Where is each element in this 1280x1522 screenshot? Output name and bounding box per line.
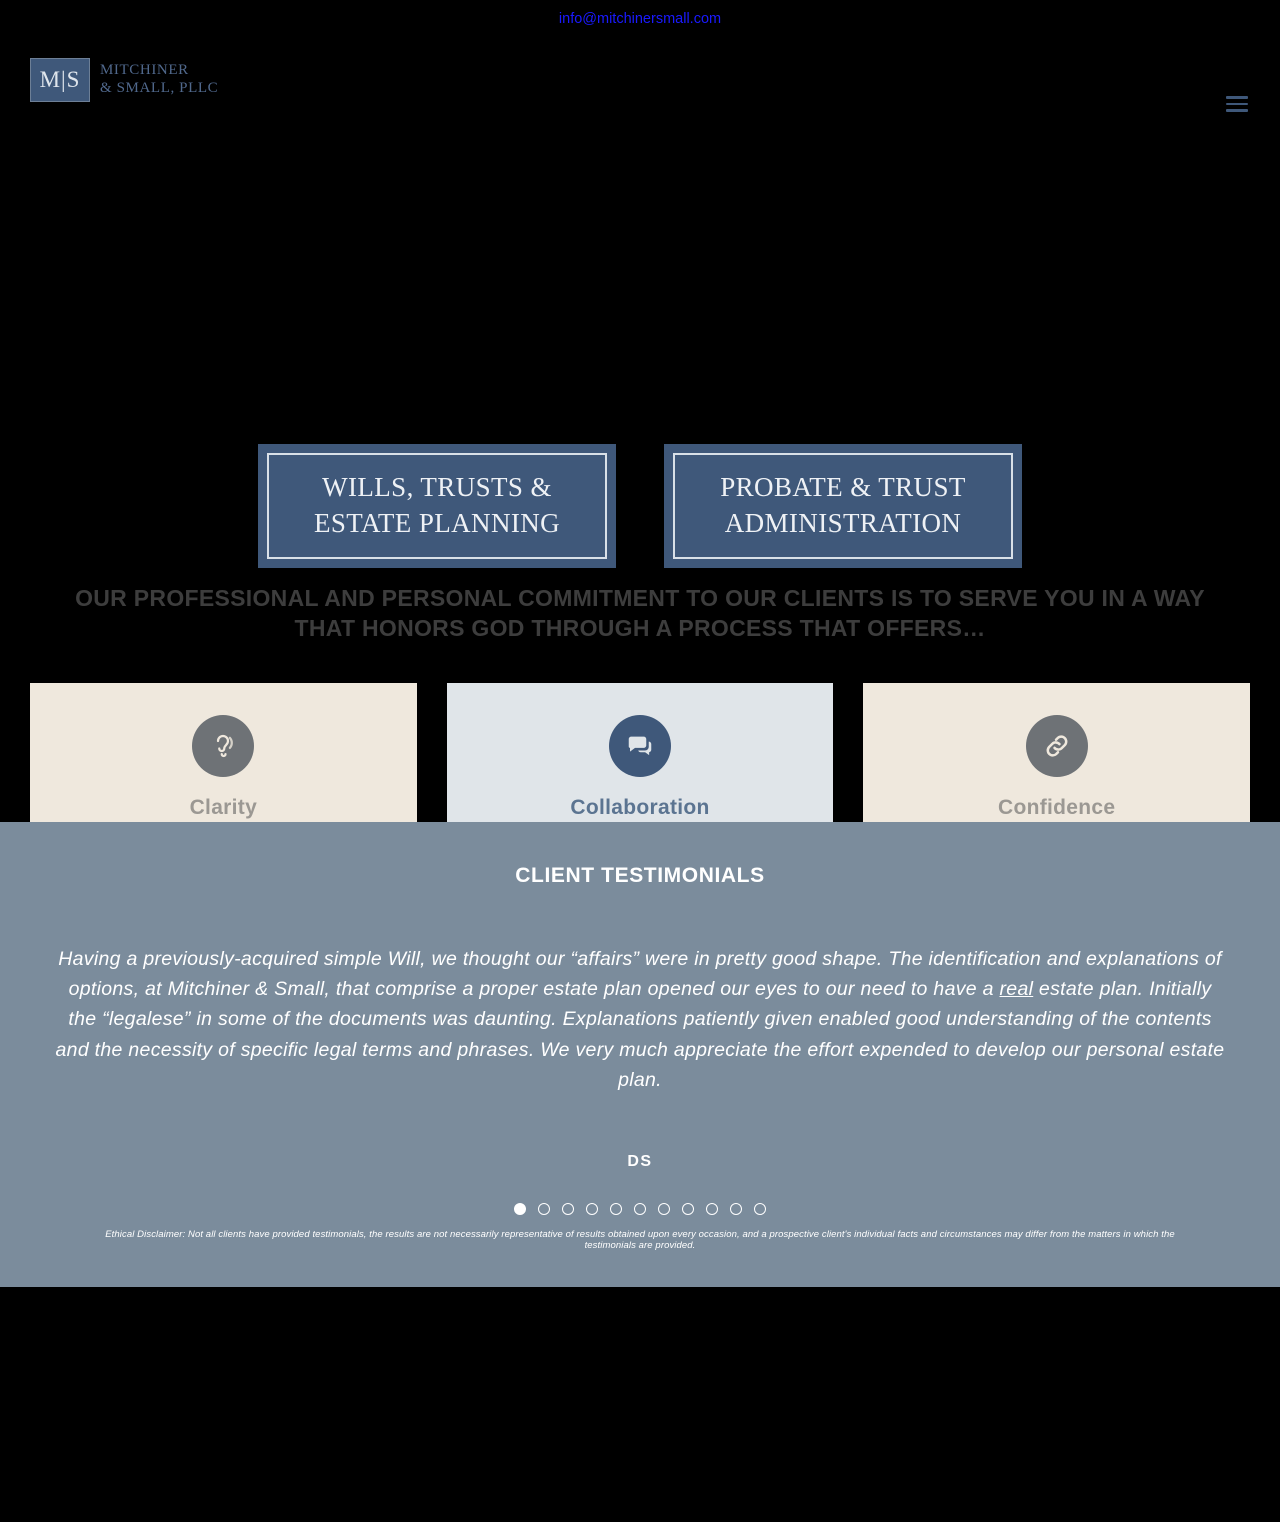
logo-monogram: M|S	[30, 58, 90, 102]
testimonial-author: DS	[627, 1153, 653, 1171]
practice-area-badge-inner	[673, 453, 1013, 559]
testimonials-heading: CLIENT TESTIMONIALS	[515, 864, 765, 887]
hamburger-bar	[1226, 109, 1248, 112]
top-contact-bar	[0, 0, 1280, 38]
testimonial-pagination-dots[interactable]	[0, 1203, 1280, 1215]
footer-area	[0, 1287, 1280, 1522]
hamburger-bar	[1226, 96, 1248, 99]
logo-wordmark-line2: & SMALL, PLLC	[100, 80, 219, 96]
ear-listening-icon	[192, 715, 254, 777]
quote-text-part-1: Having a previously-acquired simple Will, we thought our “affairs” were in pretty good shape. The identification and explanations of options, at Mitchiner & Small, that comprise a proper estate plan opened our eyes to our need to have a	[58, 948, 1222, 1001]
testimonial-dot[interactable]	[754, 1203, 766, 1215]
practice-area-badge-wills[interactable]	[258, 444, 616, 568]
logo-wordmark	[100, 62, 218, 97]
testimonial-dot[interactable]	[538, 1203, 550, 1215]
site-logo[interactable]	[30, 58, 218, 102]
testimonial-dot[interactable]	[730, 1203, 742, 1215]
testimonials-section	[0, 822, 1280, 1287]
testimonial-dot[interactable]	[610, 1203, 622, 1215]
commitment-statement: OUR PROFESSIONAL AND PERSONAL COMMITMENT TO OUR CLIENTS IS TO SERVE YOU IN A WAY THAT HONORS GOD THROUGH A PROCESS THAT OFFERS…	[75, 585, 1205, 641]
testimonial-dot[interactable]	[658, 1203, 670, 1215]
chat-bubbles-icon	[609, 715, 671, 777]
practice-area-badge-inner	[267, 453, 607, 559]
value-card-title: Collaboration	[570, 796, 710, 819]
testimonial-dot[interactable]	[514, 1203, 526, 1215]
quote-text-part-2: estate plan. Initially the “legalese” in some of the documents was daunting. Explanations patiently given enabled good understanding of the contents and the necessity of specific legal terms and phrases. We very much appreciate the effort expended to develop our personal estate plan.	[55, 978, 1225, 1091]
quote-emphasis: real	[999, 978, 1034, 1001]
testimonial-dot[interactable]	[634, 1203, 646, 1215]
badge-line-2: ADMINISTRATION	[724, 508, 962, 538]
hero-section	[0, 122, 1280, 822]
link-chain-icon	[1026, 715, 1088, 777]
testimonial-dot[interactable]	[586, 1203, 598, 1215]
logo-wordmark-line1: MITCHINER	[100, 62, 189, 79]
practice-area-badge-probate[interactable]	[664, 444, 1022, 568]
badge-line-2: ESTATE PLANNING	[313, 508, 561, 538]
value-card-title: Clarity	[189, 796, 258, 819]
practice-area-badges	[0, 444, 1280, 568]
testimonial-dot[interactable]	[706, 1203, 718, 1215]
ethical-disclaimer: Ethical Disclaimer: Not all clients have provided testimonials, the results are not necessarily representative of results obtained upon every occasion, and a prospective client's individual facts and circumstances may differ from the matters in which the testimonials are provided.	[105, 1229, 1175, 1252]
site-header	[0, 38, 1280, 122]
value-card-title: Confidence	[998, 796, 1116, 819]
hamburger-menu-icon[interactable]	[1226, 96, 1248, 113]
badge-line-1: PROBATE & TRUST	[720, 472, 966, 503]
email-link[interactable]: info@mitchinersmall.com	[558, 11, 722, 27]
badge-line-1: WILLS, TRUSTS &	[322, 472, 552, 503]
testimonial-dot[interactable]	[562, 1203, 574, 1215]
testimonial-dot[interactable]	[682, 1203, 694, 1215]
hamburger-bar	[1226, 103, 1248, 106]
testimonial-quote	[53, 944, 1228, 1095]
